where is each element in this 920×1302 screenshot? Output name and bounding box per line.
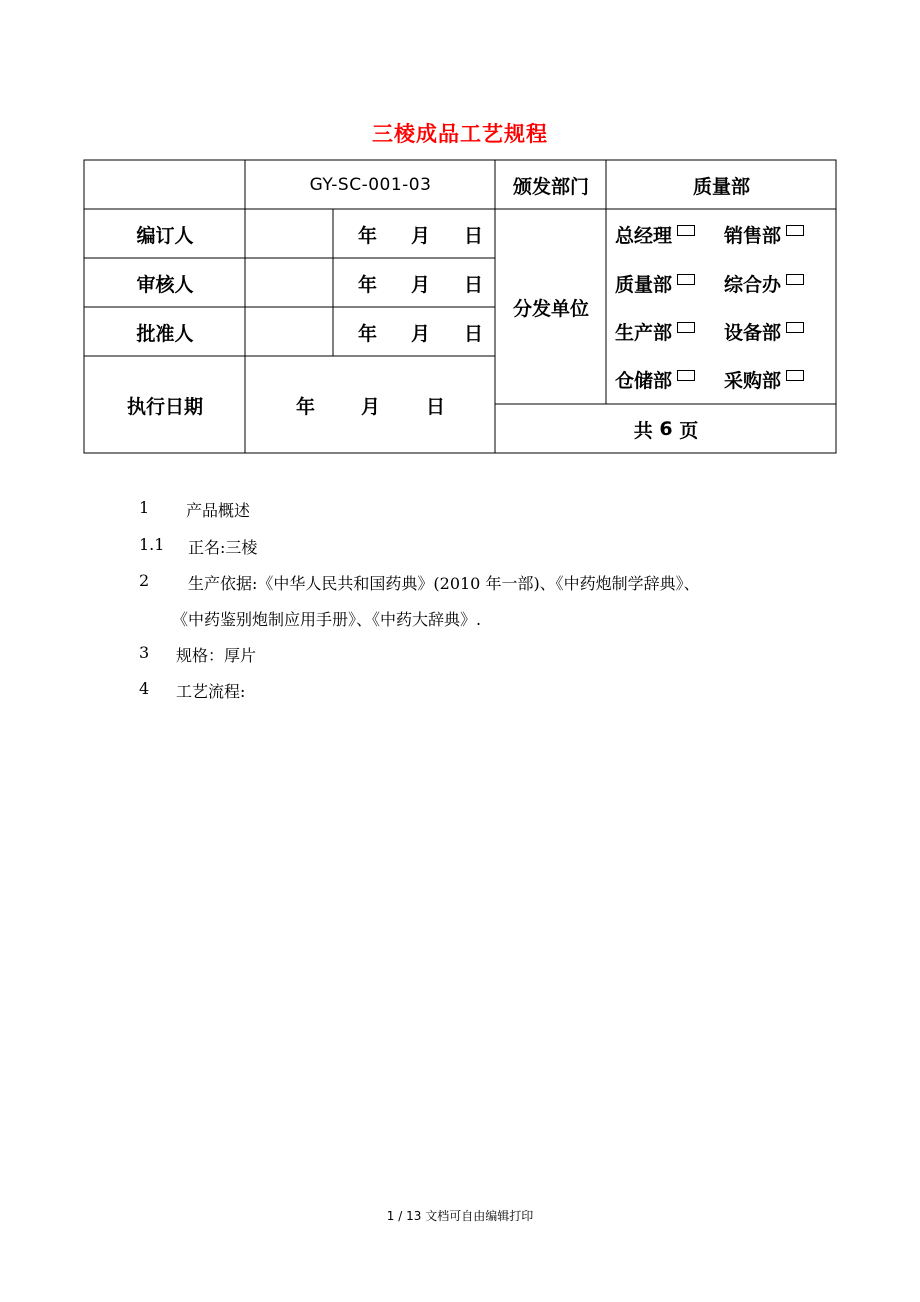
checkbox[interactable] [677,274,695,285]
section-text-continued: 《中药鉴别炮制应用手册》、《中药大辞典》. [172,610,482,629]
checkbox[interactable] [786,274,804,285]
month-label: 月 [410,224,430,247]
checkbox[interactable] [786,370,804,381]
month-label: 月 [360,395,380,418]
distribution-label: 分发单位 [512,297,589,320]
exec-date-value [246,357,495,453]
document-title: 三棱成品工艺规程 [372,122,548,146]
page-count-prefix: 共 [633,419,653,442]
year-label: 年 [295,395,315,418]
exec-date-label: 执行日期 [126,395,203,418]
dept-label: 生产部 [615,322,673,344]
dept-quality[interactable] [615,270,695,297]
dept-label: 综合办 [724,274,782,296]
section-text: 规格：厚片 [176,646,257,665]
section-num: 3 [139,643,150,662]
compiler-label: 编订人 [136,224,194,247]
reviewer-date [334,259,495,307]
section-num: 1 [139,498,150,517]
month-label: 月 [410,273,430,296]
checkbox[interactable] [677,370,695,381]
page-count [496,405,836,453]
year-label: 年 [357,224,377,247]
dept-label: 仓储部 [615,370,673,392]
section-text: 生产依据:《中华人民共和国药典》(2010 年一部)、《中药炮制学辞典》、 [188,574,700,593]
issuing-dept-label: 颁发部门 [512,175,589,198]
section-num: 1.1 [139,535,165,554]
day-label: 日 [463,273,483,296]
day-label: 日 [463,224,483,247]
dept-purchasing[interactable] [724,366,804,393]
compiler-date [334,210,495,258]
dept-label: 销售部 [724,225,782,247]
dept-label: 采购部 [724,370,782,392]
section-text: 正名:三棱 [188,538,258,557]
dept-general-manager[interactable] [615,221,695,248]
section-num: 4 [139,679,150,698]
approver-date [334,308,495,356]
checkbox[interactable] [677,322,695,333]
page-footer: 1 / 13 文档可自由编辑打印 [386,1209,534,1223]
dept-sales[interactable] [724,221,804,248]
reviewer-label: 审核人 [136,273,194,296]
page-count-number: 6 [659,418,673,440]
dept-label: 总经理 [615,225,673,247]
dept-label: 设备部 [724,322,782,344]
day-label: 日 [426,395,446,418]
checkbox[interactable] [786,322,804,333]
month-label: 月 [410,322,430,345]
day-label: 日 [463,322,483,345]
year-label: 年 [357,322,377,345]
section-num: 2 [139,571,150,590]
doc-code: GY-SC-001-03 [309,175,432,195]
issuing-dept-value: 质量部 [692,175,750,198]
dept-production[interactable] [615,318,695,345]
page-count-suffix: 页 [679,419,699,442]
checkbox[interactable] [677,225,695,236]
section-text: 工艺流程: [176,682,246,701]
checkbox[interactable] [786,225,804,236]
dept-label: 质量部 [615,274,673,296]
dept-equipment[interactable] [724,318,804,345]
section-text: 产品概述 [186,501,251,520]
dept-admin[interactable] [724,270,804,297]
year-label: 年 [357,273,377,296]
approver-label: 批准人 [136,322,194,345]
dept-warehouse[interactable] [615,366,695,393]
